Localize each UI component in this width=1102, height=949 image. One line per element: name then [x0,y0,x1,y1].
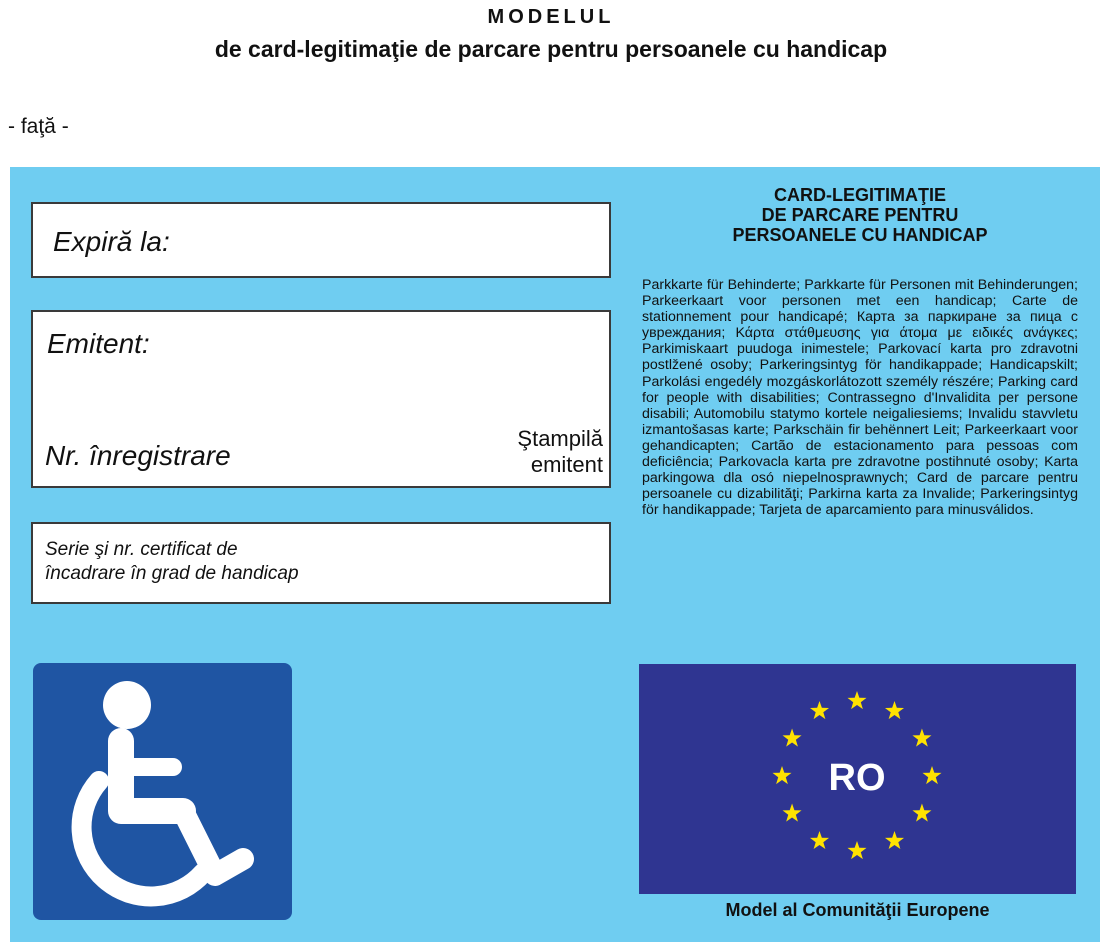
eu-star-icon [847,691,866,709]
issuer-stamp-label [517,426,603,478]
eu-star-icon [912,729,931,747]
card-title-line-3: PERSOANELE CU HANDICAP [732,225,988,245]
parking-card-front [10,167,1100,942]
eu-star-icon [783,804,802,822]
eu-star-icon [810,831,829,849]
certificate-line-2: încadrare în grad de handicap [45,563,299,584]
card-title-line-1: CARD-LEGITIMAŢIE [774,185,946,205]
issuer-label: Emitent: [47,328,150,359]
stamp-line-1: Ştampilă [517,426,603,451]
eu-star-icon [847,841,866,859]
issuer-field [31,310,611,488]
eu-star-icon [783,729,802,747]
document-subtitle: de card-legitimaţie de parcare pentru persoanele cu handicap [214,36,888,62]
wheelchair-symbol-panel [33,663,292,920]
wheelchair-icon [33,663,292,920]
translations-text: Parkkarte für Behinderte; Parkkarte für Personen mit Behinderungen; Parkeerkaart voor personen met een handicap; Carte de stationnement pour handicapé; Карта за паркиране за пица с увреждания; Κάρτα στάθμευσης για άτομα με ειδικές ανάγκες; Parkimiskaart puudoga inimestele; Parkovací karta pro zdravotni postlžené osoby; Parkeringsintyg för handikappade; Handicapskilt; Parkolási engedély mozgáskorlátozott személy részére; Parking card for people with disabilities; Contrassegno d'Invalidita per persone disabili; Automobilu statymo kortele neigaliesiems; Invalidu stavvletu izmantošasas karte; Parkschäin fir behënnert Leit; Parkeerkaart voor gehandicapten; Cartão de estacionamento para pessoas com deficiência; Parkovacla karta pre zdravotne postihnuté osoby; Karta parkingowa dla osó niepelnosprawnych; Card de parcare pentru persoanele cu dizabilităţi; Parkirna karta za Invalide; Parkeringsintyg för handikappade; Tarjeta de aparcamiento para minusválidos. [642,277,1078,519]
eu-star-icon [912,804,931,822]
document-title: MODELUL [487,6,615,28]
eu-star-icon [885,701,904,719]
eu-flag [639,664,1076,894]
country-code: RO [828,757,886,799]
expiry-label: Expiră la: [53,226,170,257]
certificate-label [45,538,299,586]
eu-star-icon [922,766,941,784]
stamp-line-2: emitent [530,452,603,477]
eu-star-icon [772,766,791,784]
certificate-line-1: Serie şi nr. certificat de [45,539,238,560]
eu-model-caption: Model al Comunităţii Europene [725,900,990,920]
eu-star-icon [810,701,829,719]
eu-flag-panel [639,664,1076,894]
card-title-line-2: DE PARCARE PENTRU [761,205,959,225]
eu-star-icon [885,831,904,849]
side-label: - faţă - [8,115,69,138]
expiry-field [31,202,611,278]
card-title [640,185,1080,245]
registration-number-label: Nr. înregistrare [45,440,231,471]
certificate-field [31,522,611,604]
